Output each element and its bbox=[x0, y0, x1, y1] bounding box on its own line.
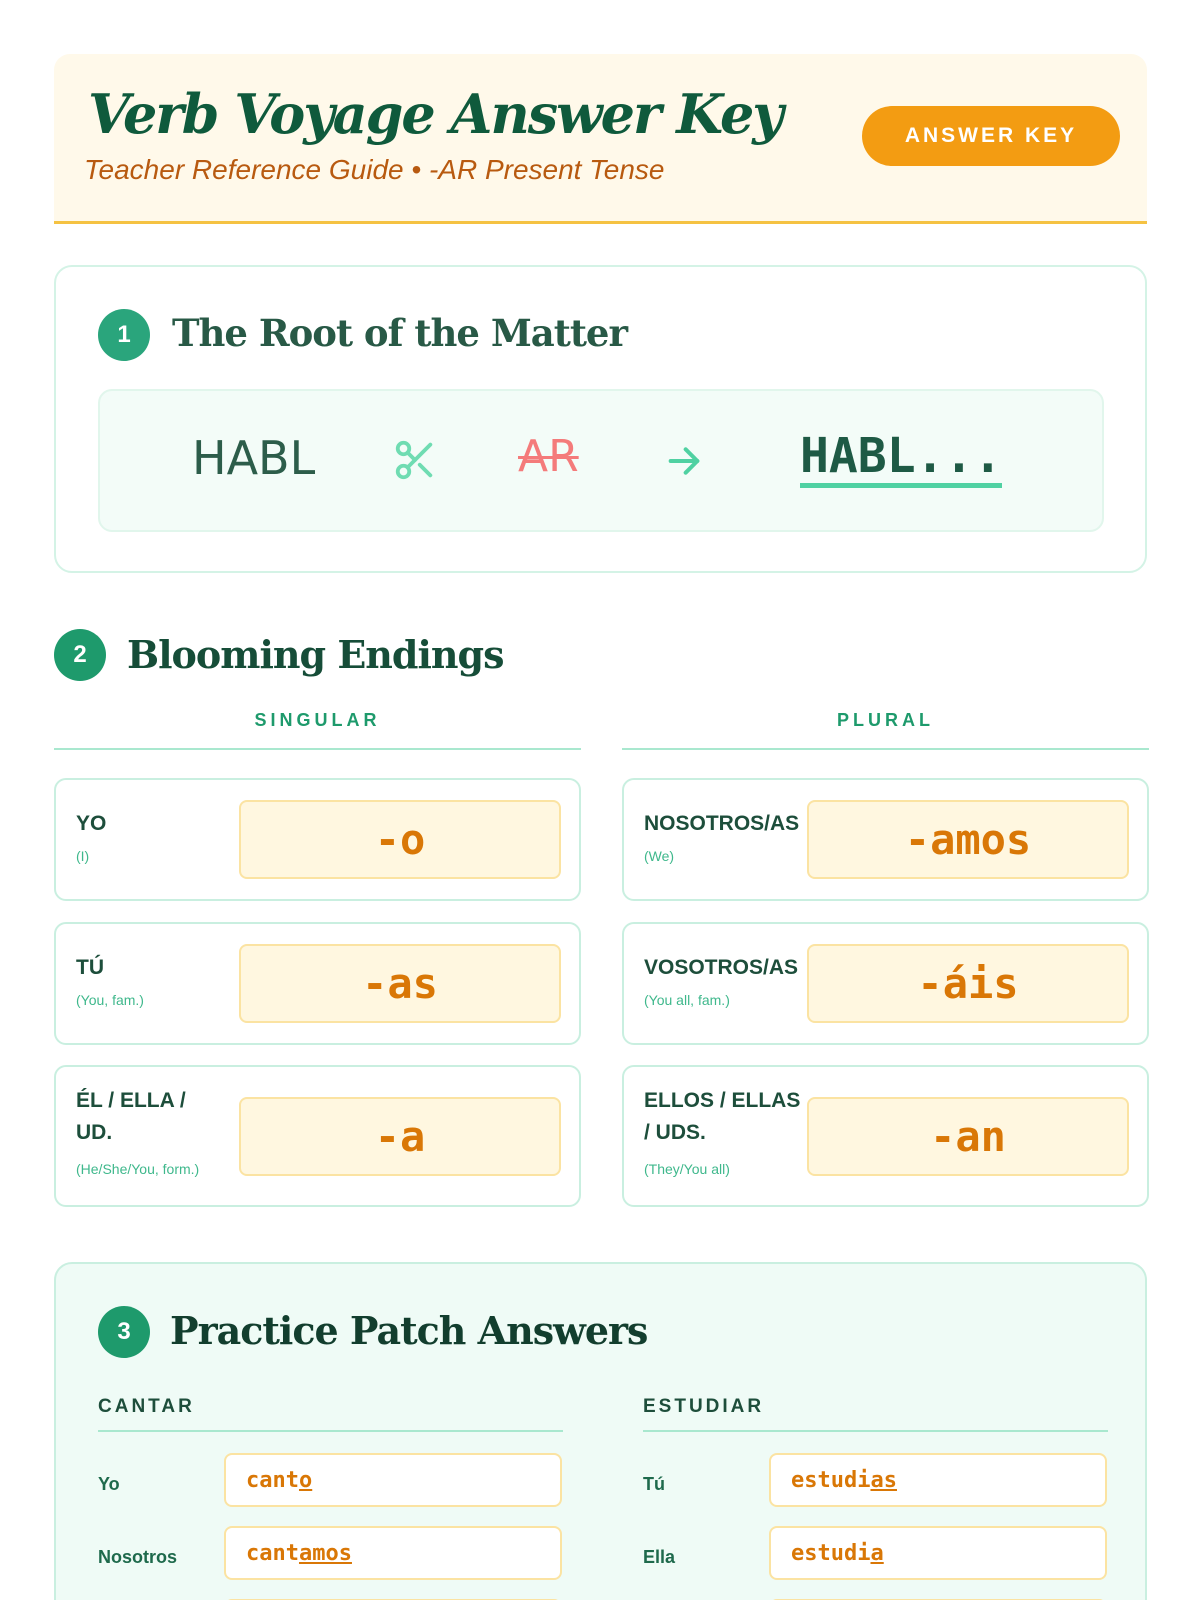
section-title: Practice Patch Answers bbox=[170, 1308, 648, 1353]
answer-suffix: as bbox=[870, 1467, 897, 1493]
arrow-right-icon bbox=[662, 441, 706, 481]
section-number: 2 bbox=[54, 629, 106, 681]
plural-header: PLURAL bbox=[622, 710, 1149, 750]
pronoun-gloss: (You all, fam.) bbox=[644, 992, 730, 1008]
pronoun-gloss: (He/She/You, form.) bbox=[76, 1161, 200, 1177]
answer-stem: estudi bbox=[791, 1467, 871, 1493]
practice-card bbox=[54, 1262, 1147, 1600]
pronoun-gloss: (We) bbox=[644, 848, 675, 864]
pronoun: ÉL / ELLA / UD. bbox=[76, 1089, 186, 1144]
root-demo-box bbox=[98, 389, 1104, 532]
page-subtitle: Teacher Reference Guide • -AR Present Tense bbox=[84, 154, 665, 185]
scissors-icon bbox=[392, 437, 438, 483]
practice-answer bbox=[224, 1526, 562, 1580]
verb-heading: CANTAR bbox=[98, 1396, 563, 1432]
verb-heading: ESTUDIAR bbox=[643, 1396, 1108, 1432]
section-root-card bbox=[54, 265, 1147, 573]
practice-pronoun: Nosotros bbox=[98, 1547, 178, 1567]
pronoun: TÚ bbox=[76, 956, 104, 979]
ending-card-nosotros bbox=[622, 778, 1149, 901]
page-title: Verb Voyage Answer Key bbox=[88, 82, 782, 146]
singular-header: SINGULAR bbox=[54, 710, 581, 750]
ending-answer: -amos bbox=[807, 800, 1129, 879]
infinitive-ending: AR bbox=[518, 431, 579, 482]
ending-card-tu bbox=[54, 922, 581, 1045]
section-number: 1 bbox=[98, 309, 150, 361]
practice-pronoun: Yo bbox=[98, 1474, 120, 1494]
pronoun: VOSOTROS/AS bbox=[644, 956, 799, 979]
section-number: 3 bbox=[98, 1306, 150, 1358]
pronoun: YO bbox=[76, 812, 107, 835]
answer-suffix: o bbox=[298, 1467, 313, 1493]
ending-card-yo bbox=[54, 778, 581, 901]
answer-suffix: amos bbox=[298, 1540, 352, 1566]
section-title: The Root of the Matter bbox=[172, 311, 627, 355]
practice-answer bbox=[769, 1526, 1107, 1580]
section-title: Blooming Endings bbox=[127, 632, 504, 677]
practice-answer bbox=[224, 1453, 562, 1507]
answer-key-badge: ANSWER KEY bbox=[862, 106, 1120, 166]
ending-answer: -an bbox=[807, 1097, 1129, 1176]
answer-stem: estudi bbox=[791, 1540, 871, 1566]
practice-answer bbox=[769, 1453, 1107, 1507]
header bbox=[54, 54, 1147, 224]
ending-card-ellos bbox=[622, 1065, 1149, 1207]
ending-answer: -áis bbox=[807, 944, 1129, 1023]
ending-card-vosotros bbox=[622, 922, 1149, 1045]
pronoun-gloss: (You, fam.) bbox=[76, 992, 144, 1008]
answer-stem: cant bbox=[246, 1467, 299, 1493]
pronoun-gloss: (They/You all) bbox=[644, 1161, 730, 1177]
ending-answer: -o bbox=[239, 800, 561, 879]
practice-pronoun: Tú bbox=[643, 1474, 665, 1494]
verb-stem: HABL bbox=[192, 431, 316, 485]
answer-suffix: a bbox=[870, 1540, 884, 1566]
answer-stem: cant bbox=[246, 1540, 299, 1566]
ending-answer: -a bbox=[239, 1097, 561, 1176]
pronoun: ELLOS / ELLAS / UDS. bbox=[644, 1089, 801, 1144]
practice-pronoun: Ella bbox=[643, 1547, 676, 1567]
stem-result: HABL... bbox=[800, 429, 1002, 488]
pronoun-gloss: (I) bbox=[76, 848, 90, 864]
ending-card-el bbox=[54, 1065, 581, 1207]
pronoun: NOSOTROS/AS bbox=[644, 812, 800, 835]
ending-answer: -as bbox=[239, 944, 561, 1023]
